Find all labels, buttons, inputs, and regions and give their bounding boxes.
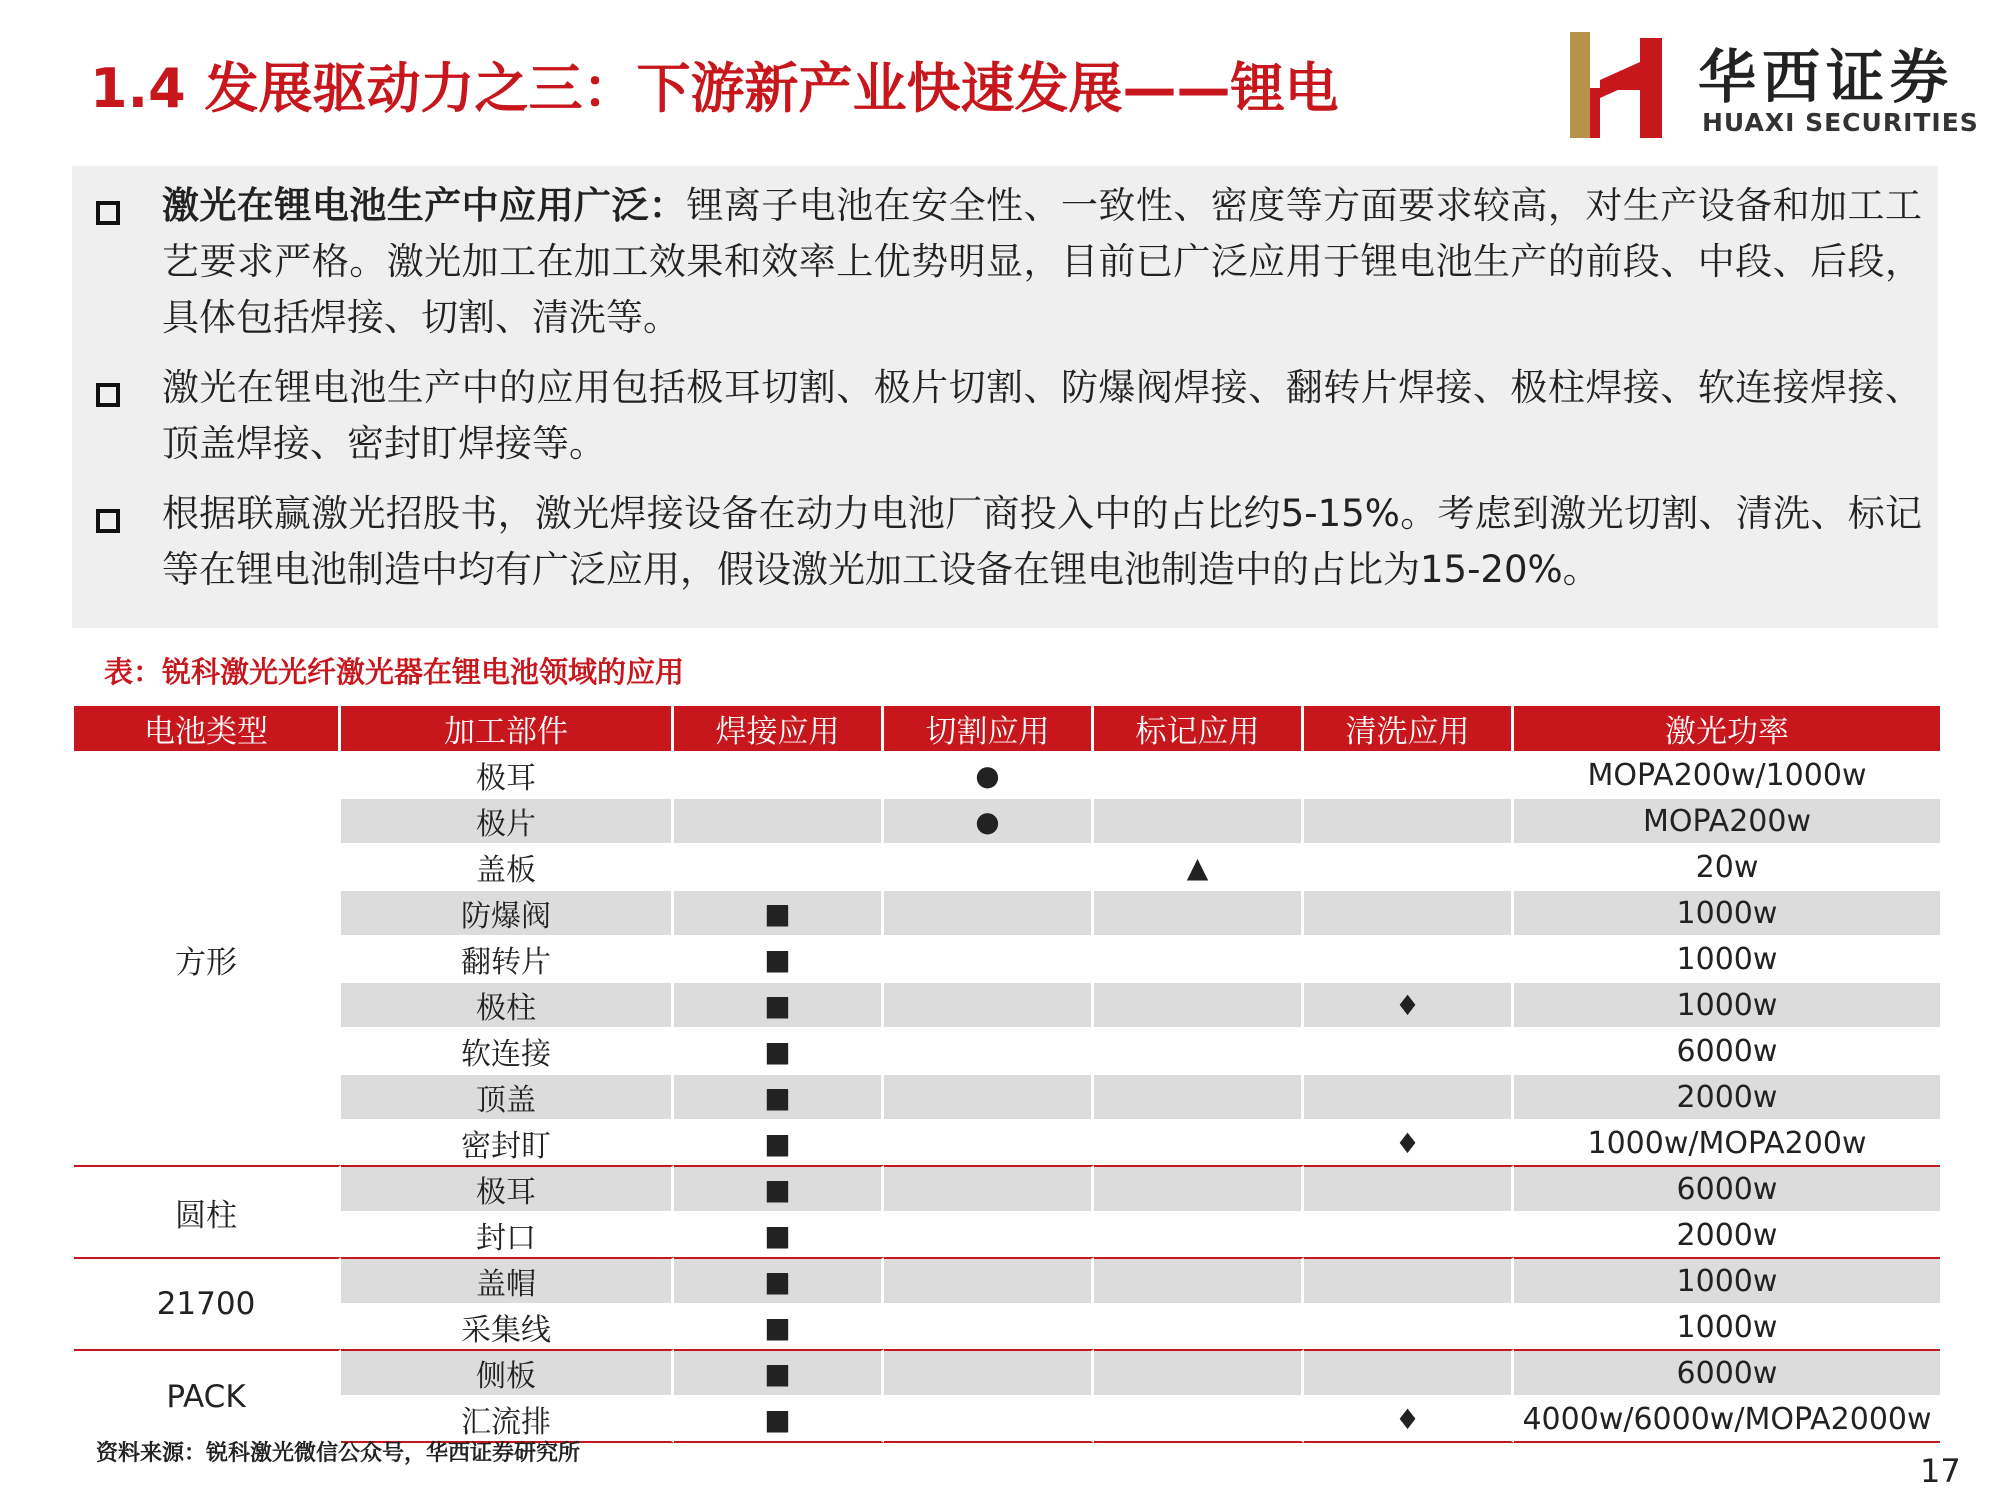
table-row: [74, 1257, 1940, 1303]
cell-welding: ■: [674, 1349, 884, 1395]
table-row: [74, 981, 1940, 1027]
cell-power: 1000w: [1514, 889, 1940, 935]
cell-power: 20w: [1514, 843, 1940, 889]
cell-welding: ■: [674, 1165, 884, 1211]
cell-welding: ■: [674, 889, 884, 935]
cell-welding: ■: [674, 1027, 884, 1073]
cell-power: 4000w/6000w/MOPA2000w: [1514, 1395, 1940, 1443]
cell-part: 密封盯: [341, 1119, 674, 1165]
cell-marking: [1094, 1211, 1304, 1257]
cell-power: 1000w: [1514, 1257, 1940, 1303]
checkbox-square-icon: [96, 509, 120, 533]
cell-marking: [1094, 981, 1304, 1027]
cell-cutting: [884, 1211, 1094, 1257]
cell-cutting: [884, 843, 1094, 889]
cell-welding: [674, 751, 884, 797]
cell-cleaning: ♦: [1304, 981, 1514, 1027]
header-marking: 标记应用: [1094, 706, 1304, 751]
cell-part: 盖板: [341, 843, 674, 889]
cell-battery-type: 21700: [74, 1257, 341, 1349]
table-row: [74, 1165, 1940, 1211]
cell-cutting: [884, 981, 1094, 1027]
cell-part: 翻转片: [341, 935, 674, 981]
table-row: [74, 889, 1940, 935]
cell-part: 采集线: [341, 1303, 674, 1349]
cell-battery-type: PACK: [74, 1349, 341, 1443]
cell-cutting: [884, 889, 1094, 935]
cell-cutting: [884, 1027, 1094, 1073]
cell-marking: [1094, 1073, 1304, 1119]
cell-welding: ■: [674, 1211, 884, 1257]
cell-welding: [674, 797, 884, 843]
cell-marking: [1094, 889, 1304, 935]
cell-cutting: [884, 1257, 1094, 1303]
cell-cutting: ●: [884, 797, 1094, 843]
cell-marking: [1094, 1165, 1304, 1211]
cell-cleaning: [1304, 1073, 1514, 1119]
cell-part: 盖帽: [341, 1257, 674, 1303]
cell-cutting: [884, 1073, 1094, 1119]
cell-cleaning: ♦: [1304, 1395, 1514, 1443]
company-logo: [1570, 28, 1980, 144]
cell-power: 2000w: [1514, 1073, 1940, 1119]
cell-power: 1000w: [1514, 981, 1940, 1027]
table-row: [74, 751, 1940, 797]
cell-power: 1000w/MOPA200w: [1514, 1119, 1940, 1165]
header-part: 加工部件: [341, 706, 674, 751]
cell-cleaning: [1304, 1211, 1514, 1257]
cell-cleaning: [1304, 935, 1514, 981]
huaxi-logo-icon: [1570, 32, 1670, 138]
table-row: [74, 1119, 1940, 1165]
cell-power: 1000w: [1514, 1303, 1940, 1349]
table-header-row: [74, 706, 1940, 751]
cell-cutting: [884, 1165, 1094, 1211]
header-battery-type: 电池类型: [74, 706, 341, 751]
header-welding: 焊接应用: [674, 706, 884, 751]
cell-cleaning: [1304, 843, 1514, 889]
cell-welding: ■: [674, 1119, 884, 1165]
cell-marking: [1094, 1395, 1304, 1443]
table-row: [74, 1073, 1940, 1119]
cell-part: 侧板: [341, 1349, 674, 1395]
table-row: [74, 797, 1940, 843]
cell-cleaning: [1304, 1349, 1514, 1395]
cell-marking: [1094, 1303, 1304, 1349]
checkbox-square-icon: [96, 383, 120, 407]
logo-name-en: HUAXI SECURITIES: [1702, 108, 1979, 137]
cell-power: 1000w: [1514, 935, 1940, 981]
table-row: [74, 1211, 1940, 1257]
table-row: [74, 1027, 1940, 1073]
cell-marking: [1094, 751, 1304, 797]
cell-part: 顶盖: [341, 1073, 674, 1119]
cell-battery-type: 圆柱: [74, 1165, 341, 1257]
cell-part: 极柱: [341, 981, 674, 1027]
bullet-text: 激光在锂电池生产中应用广泛：锂离子电池在安全性、一致性、密度等方面要求较高，对生产设备和加工工艺要求严格。激光加工在加工效果和效率上优势明显，目前已广泛应用于锂电池生产的前段、中段、后段，具体包括焊接、切割、清洗等。: [162, 184, 1922, 339]
table-body: [74, 751, 1940, 1443]
cell-battery-type: 方形: [74, 751, 341, 1165]
bullet-panel: [72, 166, 1938, 628]
cell-part: 防爆阀: [341, 889, 674, 935]
page-title: 1.4 发展驱动力之三：下游新产业快速发展——锂电: [90, 57, 1339, 120]
header-laser-power: 激光功率: [1514, 706, 1940, 751]
cell-welding: ■: [674, 1303, 884, 1349]
table-row: [74, 935, 1940, 981]
cell-power: 6000w: [1514, 1027, 1940, 1073]
cell-part: 软连接: [341, 1027, 674, 1073]
cell-cutting: [884, 1349, 1094, 1395]
logo-name-cn: 华西证券: [1698, 43, 1955, 111]
checkbox-square-icon: [96, 201, 120, 225]
cell-welding: ■: [674, 935, 884, 981]
cell-cleaning: [1304, 797, 1514, 843]
cell-power: 6000w: [1514, 1349, 1940, 1395]
cell-marking: [1094, 1349, 1304, 1395]
cell-cleaning: ♦: [1304, 1119, 1514, 1165]
cell-power: MOPA200w: [1514, 797, 1940, 843]
cell-marking: [1094, 1027, 1304, 1073]
page-number: 17: [1920, 1452, 1961, 1490]
cell-part: 极片: [341, 797, 674, 843]
cell-cutting: [884, 935, 1094, 981]
bullet-lead: 激光在锂电池生产中应用广泛：: [162, 184, 687, 227]
cell-cleaning: [1304, 751, 1514, 797]
cell-cleaning: [1304, 1257, 1514, 1303]
cell-cleaning: [1304, 1027, 1514, 1073]
cell-power: 6000w: [1514, 1165, 1940, 1211]
cell-marking: [1094, 935, 1304, 981]
cell-welding: ■: [674, 981, 884, 1027]
cell-part: 封口: [341, 1211, 674, 1257]
cell-welding: [674, 843, 884, 889]
cell-cutting: [884, 1395, 1094, 1443]
cell-cleaning: [1304, 1165, 1514, 1211]
cell-power: 2000w: [1514, 1211, 1940, 1257]
bullet-text: 激光在锂电池生产中的应用包括极耳切割、极片切割、防爆阀焊接、翻转片焊接、极柱焊接、软连接焊接、顶盖焊接、密封盯焊接等。: [162, 366, 1922, 465]
cell-cutting: [884, 1303, 1094, 1349]
cell-marking: [1094, 1119, 1304, 1165]
cell-cleaning: [1304, 889, 1514, 935]
cell-part: 极耳: [341, 1165, 674, 1211]
cell-welding: ■: [674, 1257, 884, 1303]
cell-marking: [1094, 797, 1304, 843]
header-cleaning: 清洗应用: [1304, 706, 1514, 751]
cell-cutting: ●: [884, 751, 1094, 797]
laser-application-table: [74, 706, 1940, 1443]
table-row: [74, 843, 1940, 889]
cell-cleaning: [1304, 1303, 1514, 1349]
cell-part: 极耳: [341, 751, 674, 797]
cell-power: MOPA200w/1000w: [1514, 751, 1940, 797]
cell-part: 汇流排: [341, 1395, 674, 1443]
cell-welding: ■: [674, 1073, 884, 1119]
cell-marking: [1094, 1257, 1304, 1303]
source-note: 资料来源：锐科激光微信公众号，华西证券研究所: [96, 1441, 581, 1466]
cell-welding: ■: [674, 1395, 884, 1443]
table-row: [74, 1303, 1940, 1349]
cell-marking: ▲: [1094, 843, 1304, 889]
bullet-text: 根据联赢激光招股书，激光焊接设备在动力电池厂商投入中的占比约5-15%。考虑到激光切割、清洗、标记等在锂电池制造中均有广泛应用，假设激光加工设备在锂电池制造中的占比为15-20%。: [162, 492, 1922, 591]
table-row: [74, 1349, 1940, 1395]
table-caption: 表：锐科激光光纤激光器在锂电池领域的应用: [104, 655, 685, 689]
cell-cutting: [884, 1119, 1094, 1165]
header-cutting: 切割应用: [884, 706, 1094, 751]
